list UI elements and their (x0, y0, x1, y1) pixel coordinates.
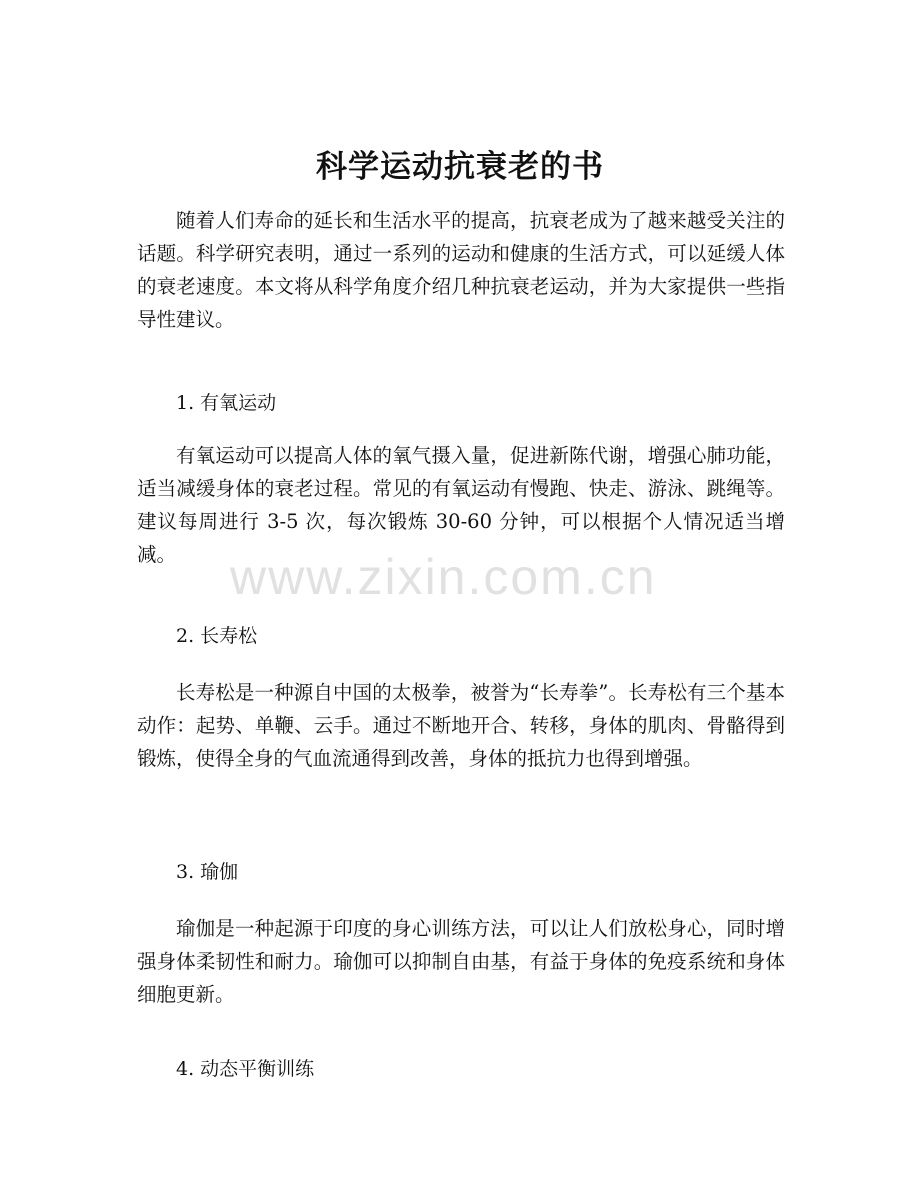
section-body-yoga: 瑜伽是一种起源于印度的身心训练方法，可以让人们放松身心，同时增强身体柔韧性和耐力。瑜伽可以抑制自由基，有益于身体的免疫系统和身体细胞更新。 (137, 917, 785, 1006)
section-heading-yoga: 3. 瑜伽 (176, 861, 239, 883)
document-title: 科学运动抗衰老的书 (316, 149, 604, 185)
section-heading-aerobic: 1. 有氧运动 (176, 392, 277, 414)
watermark-text: www.zixin.com.cn (230, 549, 657, 605)
intro-paragraph: 随着人们寿命的延长和生活水平的提高，抗衰老成为了越来越受关注的话题。科学研究表明，通过一系列的运动和健康的生活方式，可以延缓人体的衰老速度。本文将从科学角度介绍几种抗衰老运动，并为大家提供一些指导性建议。 (137, 209, 785, 331)
section-body-changshousong: 长寿松是一种源自中国的太极拳，被誉为“长寿拳”。长寿松有三个基本动作：起势、单鞭、云手。通过不断地开合、转移，身体的肌肉、骨骼得到锻炼，使得全身的气血流通得到改善，身体的抵抗力也得到增强。 (137, 681, 785, 770)
section-body-aerobic: 有氧运动可以提高人体的氧气摄入量，促进新陈代谢，增强心肺功能，适当减缓身体的衰老过程。常见的有氧运动有慢跑、快走、游泳、跳绳等。建议每周进行 3-5 次，每次锻炼 30-60 分钟，可以根据个人情况适当增减。 (137, 444, 785, 566)
section-heading-changshousong: 2. 长寿松 (176, 625, 258, 647)
section-heading-balance: 4. 动态平衡训练 (176, 1058, 315, 1080)
